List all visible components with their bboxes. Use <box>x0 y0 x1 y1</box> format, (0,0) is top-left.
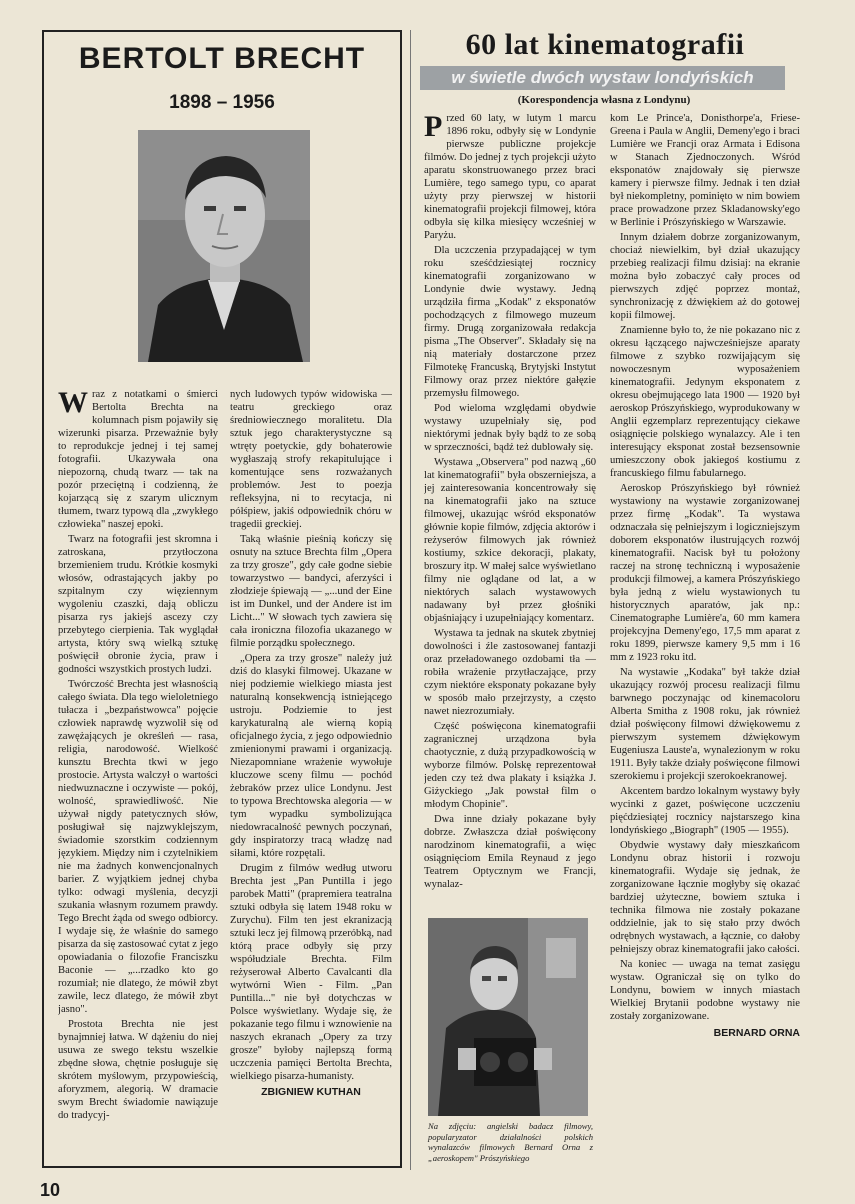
kino-paragraph: Część poświęcona kinematografii zagranicznej urządzona była chaotycznie, z dużą przypadkowością w wyborze filmów. Polskę reprezentował jeden czy też dwa plakaty i książka J. Giżyckiego „Jak powstał film o młodym Chopinie". <box>424 721 596 810</box>
brecht-paragraph: Twórczość Brechta jest własnością całego świata. Dla tego wieloletniego tułacza i „bezpaństwowca" pojęcie człowiek naprawdę wyzwolił się od zawężających je określeń — rasa, religia, narodowość. Wielkość kunsztu Brechta tkwi w jego prostocie. Artysta walczył o wartości niedwuznaczne i oczywiste — pokój, wolność, sprawiedliwość. Nie używał nigdy patetycznych słów, posługiwał się najzwyklejszym, świadomie szorstkim codziennym językiem. Między nim i czytelnikiem nie ma żadnych konwencjonalnych barier. Z wyjątkiem jednej chyba tylko: odwagi myślenia, decyzji szukania własnym rozumem prawdy. Tego Brecht żąda od swego odbiorcy. I wydaje się, że właśnie do samego pisarza da się zastosować cytat z jego opowiadania o filozofie Franciszku Baconie — „...rzadko kto go rozumiał; nie dlatego, że mówił zbyt zawile, lecz dlatego, że mówił zbyt jasno". <box>58 679 218 1015</box>
kino-paragraph: Pod wieloma względami obydwie wystawy uzupełniały się, pod niektórymi jednak były bądź to ze sobą w sprzeczności, bądź też dublowały się. <box>424 403 596 453</box>
photo-illustration <box>428 918 588 1116</box>
brecht-portrait-photo <box>138 130 310 362</box>
kino-paragraph: Dwa inne działy pokazane były dobrze. Zwłaszcza dział poświęcony narodzinom kinematografii, a więc osiągnięciom Emila Reynaud z jego Teatrem Optycznym we Francji, wynalaz- <box>424 814 596 890</box>
brecht-column-1 <box>58 388 218 1163</box>
kino-subtitle-banner: w świetle dwóch wystaw londyńskich <box>420 66 785 90</box>
kino-paragraph: Na koniec — uwaga na temat zasięgu wystaw. Ograniczał się on tylko do Londynu, bowiem w innych miastach Wielkiej Brytanii podobne wystawy nie zostały zorganizowane. <box>610 959 800 1022</box>
kino-paragraph: kom Le Prince'a, Donisthorpe'a, Friese-Greena i Paula w Anglii, Demeny'ego i braci Lumière we Francji oraz Armata i Edisona w Stanach Zjednoczonych. Wśród eksponatów znajdowały się pierwsze kamery i pierwsze filmy. Jednak i ten dział był niekompletny, pominięto w nim bowiem prace prowadzone przez Skladanowsky'ego w Berlinie i Prószyńskiego w Warszawie. <box>610 113 800 228</box>
kino-paragraph: Znamienne było to, że nie pokazano nic z okresu łączącego najwcześniejsze aparaty filmowe z szybko rozwijającym się nowoczesnym wyposażeniem kinematografii. Jedynym eksponatem z okresu obejmującego lata 1900 — 1920 był aeroskop Prószyńskiego, wyprodukowany w Anglii egzemplarz reprezentujący ciekawe osiągnięcie polskiego wynalazcy. Ale i ten interesujący eksponat został bezsensownie umieszczony obok jakiegoś kostiumu z francuskiego filmu fabularnego. <box>610 325 800 479</box>
kino-correspondence-note: (Korespondencja własna z Londynu) <box>517 94 691 106</box>
kino-column-2 <box>610 112 800 1172</box>
kino-paragraph: Obydwie wystawy dały mieszkańcom Londynu obraz historii i rozwoju kinematografii. Wydaje się jednak, że zorganizowane łącznie mogłyby się okazać bardziej użyteczne, bowiem sztuka i technika filmowa nie zostały pokazane oddzielnie, jak to się stało przy dwóch odrębnych wystawach, a łącznie, co dałoby pełniejszy obraz kinematografii jako całości. <box>610 840 800 955</box>
page-number: 10 <box>40 1180 61 1200</box>
brecht-paragraph: Taką właśnie pieśnią kończy się osnuty na sztuce Brechta film „Opera za trzy grosze", gdy całe godne siebie towarzystwo — bandyci, aferzyści i złodzieje śpiewają — „...und der Eine ist im Dunkel, und der Andere ist im Licht..." W słowach tych zawiera się cała ironiczna filozofia ukazanego w filmie porządku społecznego. <box>230 534 392 649</box>
brecht-paragraph: „Opera za trzy grosze" należy już dziś do klasyki filmowej. Ukazane w niej podziemie wielkiego miasta jest naturalną konsekwencją istniejącego ustroju. Podziemie to jest karykaturalną ale wierną kopią oficjalnego życia, z jego odpowiednio zmienionymi prawami i organizacją. Niezapomniane wrażenie wywołuje kluczowe sceny filmu — pochód żebraków przez ulice Londynu. Jest to typowa Brechtowska alegoria — w tym wypadku symbolizująca niedowracalność pewnych poczynań, gdy inspiratorzy tracą władzę nad siłami, które rozpętali. <box>230 653 392 859</box>
kino-column-1 <box>424 112 596 910</box>
drop-cap: P <box>424 112 443 143</box>
kino-paragraph: Wystawa „Observera" pod nazwą „60 lat kinematografii" była obszerniejsza, a jej zainteresowania koncentrowały się na kinematografii jako na sztuce filmowej, ukazując wśród eksponatów głównie kopie filmów, zdjęcia aktorów i reżyserów filmowych jak również kostiumy, szkice dekoracji, plakaty, broszury itp. W małej salce wyświetlano filmy nie oglądane od lat, a w niektórych salach wystawowych nadawany był przez głośniki objaśniający i uzupełniający komentarz. <box>424 457 596 624</box>
kino-paragraph: Przed 60 laty, w lutym 1 marcu 1896 roku, odbyły się w Londynie pierwsze publiczne projekcje filmów. Do jednej z tych projekcji użyto aparatu skonstruowanego przez braci Lumière, tego samego typu, co aparat użyty przy pierwszej w historii kinematografii projekcji filmowej, która odbyła się kilka miesięcy wcześniej w Paryżu. <box>424 112 596 241</box>
kino-paragraph: Dla uczczenia przypadającej w tym roku sześćdziesiątej rocznicy kinematografii zorganizowano w Londynie dwie wystawy. Jedną urządziła firma „Kodak" z eksponatów pochodzących z filmowego muzeum firmy. Drugą zorganizowała redakcja pisma „The Observer". Składały się na nią materiały dostarczone przez Filmotekę Francuską, Brytyjski Instytut Filmowy oraz przez niektóre gałęzie przemysłu filmowego. <box>424 245 596 399</box>
brecht-title: BERTOLT BRECHT <box>78 42 366 75</box>
portrait-illustration <box>138 130 310 362</box>
kino-paragraph: Akcentem bardzo lokalnym wystawy były wycinki z gazet, poświęcone uczczeniu pięćdziesiątej rocznicy najstarszego kina londyńskiego „Biograph" (1905 — 1955). <box>610 786 800 836</box>
column-separator <box>410 30 411 1170</box>
kino-paragraph: Wystawa ta jednak na skutek zbytniej dowolności i źle zastosowanej fantazji oraz przeładowanego ozdobami tła — robiła wrażenie przytłaczające, przy czym niektóre eksponaty pokazane były w sposób mało przejrzysty, a często nawet niezrozumiały. <box>424 628 596 717</box>
orna-aeroscope-photo <box>428 918 588 1116</box>
kino-paragraph: Innym działem dobrze zorganizowanym, chociaż niewielkim, był dział ukazujący przebieg realizacji filmu dzisiaj: na ekranie można było zobaczyć cały proces od pierwszych zdjęć poprzez montaż, synchronizację z dźwiękiem aż do gotowej kopii filmowej. <box>610 232 800 321</box>
brecht-paragraph: Drugim z filmów według utworu Brechta jest „Pan Puntilla i jego parobek Matti" (prapremiera teatralna sztuki odbyła się latem 1948 roku w Zurychu). Film ten jest ekranizacją sztuki lecz jej filmową przeróbką, nad którą prace odbyły się przy współudziale Brechta. Film reżyserował Alberto Cavalcanti dla wytwórni Wien - Film. „Pan Puntilla..." nie był dotychczas w Polsce wyświetlany. Wydaje się, że pokazanie tego filmu i wznowienie na naszych ekranach „Opery za trzy grosze" byłoby najlepszą formą uczczenia pamięci Bertolta Brechta, wielkiego pisarza-humanisty. <box>230 863 392 1082</box>
brecht-paragraph: Prostota Brechta nie jest bynajmniej łatwa. W dążeniu do niej usuwa ze swego tekstu wszelkie zbędne słowa, chętnie posługuje się skrótem myślowym, przypowieścią, aforyzmem, alegorią. W dramacie swym Brecht świadomie nawiązuje do tradycyj- <box>58 1019 218 1121</box>
brecht-author: ZBIGNIEW KUTHAN <box>261 1086 361 1098</box>
brecht-paragraph: Wraz z notatkami o śmierci Bertolta Brechta na kolumnach pism pojawiły się wizerunki pisarza. Przeważnie były to reprodukcje jednej i tej samej fotografii. Ukazywała ona niepozorną, chudą twarz — tak na pozór przeciętną i codzienną, że kojarzącą się z szarym ulicznym tłumem, twarz typową dla „zwykłego człowieka" naszej epoki. <box>58 388 218 530</box>
kino-paragraph: Aeroskop Prószyńskiego był również wystawiony na wystawie zorganizowanej przez firmę „Kodak". Ta wystawa odznaczała się pełniejszym i logiczniejszym doborem eksponatów ilustrujących rozwój kinematografii. Nacisk był tu położony raczej na stronę techniczną i wyposażenie produkcji filmowej, a kamera Prószyńskiego była jedną z wielu wystawionych tu historycznych aparatów, jak np.: Cinematographe Lumière'a, 60 mm kamera projekcyjna Demeny'ego, 17,5 mm aparat z roku 1899, pierwsze kamery 9,5 mm i 16 mm z 1923 roku itd. <box>610 483 800 663</box>
brecht-paragraph: nych ludowych typów widowiska — teatru greckiego oraz średniowiecznego moralitetu. Dla sztuk jego charakterystyczne są wtręty poetyckie, gdy bohaterowie wygłaszają strofy rekapitulujące i komentujące sens rozważanych problemów. Jest to poezja refleksyjna, ni to recytacja, ni półśpiew, jakiś odpowiednik chóru w tragedii greckiej. <box>230 389 392 530</box>
brecht-paragraph: Twarz na fotografii jest skromna i zatroskana, przytłoczona brzemieniem trudu. Krótkie kosmyki włosów, odrastających jakby po szpitalnym czy więziennym wygoleniu czaszki, dają obliczu pisarza rys jakiejś ascezy czy przebytego cierpienia. Tak wyglądał artysta, który swą wielką sztukę poświęcił obronie życia, praw i godności wszystkich prostych ludzi. <box>58 534 218 675</box>
kino-paragraph: Na wystawie „Kodaka" był także dział ukazujący rozwój procesu realizacji filmu barwnego poczynając od kinemacoloru Alberta Smitha z 1908 roku, jak również dział poświęcony filmowi dźwiękowemu z pierwszym systemem dźwiękowym Eugeniusza Lauste'a, wynalezionym w roku 1911. Były także działy poświęcone filmowi szerokiemu i projekcji szerokoekranowej. <box>610 667 800 782</box>
kino-author: BERNARD ORNA <box>713 1027 800 1039</box>
photo-caption: Na zdjęciu: angielski badacz filmowy, popularyzator działalności polskich wynalazców filmowych Bernard Orna z „aeroskopem" Prószyńskiego <box>428 1121 593 1163</box>
brecht-years: 1898 – 1956 <box>169 92 275 113</box>
kino-title: 60 lat kinematografii <box>465 28 745 61</box>
drop-cap: W <box>58 388 88 419</box>
brecht-column-2 <box>230 388 392 1163</box>
